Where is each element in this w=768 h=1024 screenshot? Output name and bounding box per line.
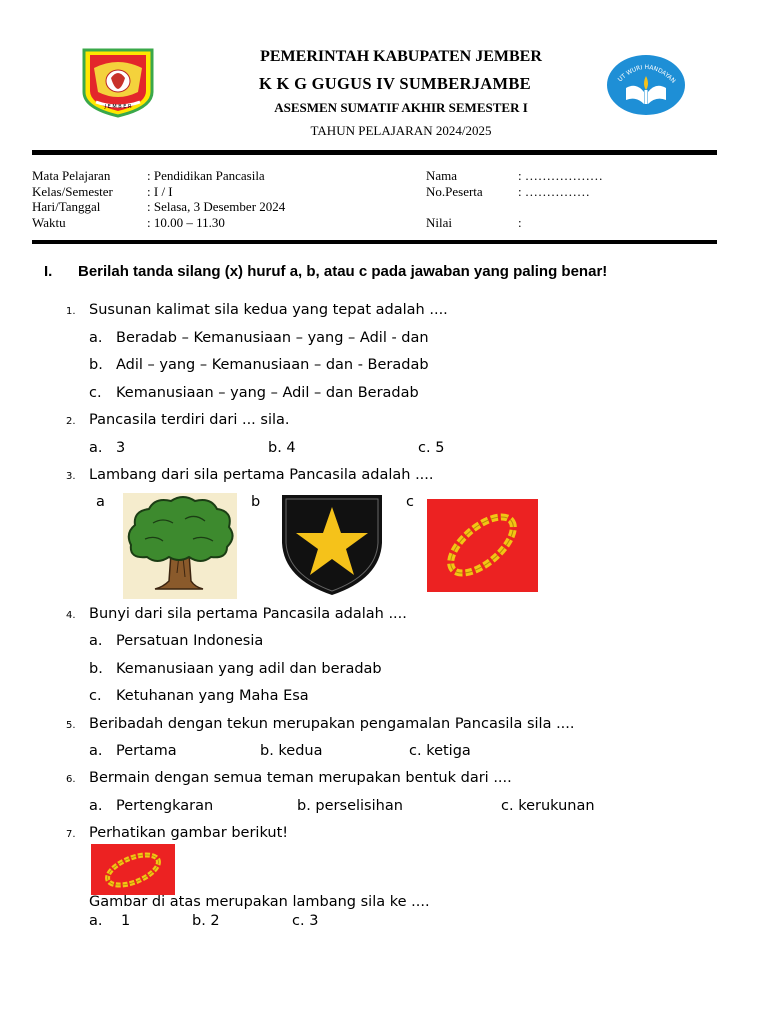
info-label: Mata Pelajaran [32, 168, 111, 183]
option-text: c. 5 [418, 440, 445, 456]
info-label: Kelas/Semester [32, 183, 113, 199]
option-letter: c. [89, 688, 102, 704]
option-text: Adil – yang – Kemanusiaan – dan - Beradab [116, 357, 429, 373]
info-label: Hari/Tanggal [32, 199, 101, 214]
option-letter: b. [89, 357, 103, 373]
question-text: Beribadah dengan tekun merupakan pengamalan Pancasila sila .... [89, 716, 575, 732]
question-text: Bermain dengan semua teman merupakan bentuk dari .... [89, 770, 512, 786]
question-number: 4. [66, 610, 76, 621]
option-letter: a. [89, 913, 103, 929]
question-text: Perhatikan gambar berikut! [89, 825, 289, 841]
info-value: : [518, 214, 522, 230]
question-number: 7. [66, 829, 76, 840]
option-letter: a. [89, 330, 103, 346]
header-line-2: K K G GUGUS IV SUMBERJAMBE [259, 74, 531, 93]
question-number: 2. [66, 416, 76, 427]
info-value: : ……………… [518, 168, 603, 183]
question-text: Lambang dari sila pertama Pancasila adalah .... [89, 467, 434, 483]
chain-icon [427, 499, 538, 592]
option-text: Persatuan Indonesia [116, 633, 264, 649]
star-shield-icon [280, 493, 384, 597]
info-label: Nilai [426, 214, 452, 230]
option-text: c. 3 [292, 913, 319, 929]
option-text: 3 [116, 440, 126, 456]
option-letter: a. [89, 798, 103, 814]
option-text: c. kerukunan [501, 798, 595, 814]
info-value: : …………… [518, 183, 590, 199]
option-text: b. kedua [260, 743, 323, 759]
info-value: : Selasa, 3 Desember 2024 [147, 199, 286, 214]
option-text: Beradab – Kemanusiaan – yang – Adil - dan [116, 330, 429, 346]
option-text: Pertama [116, 743, 177, 759]
option-text: b. 2 [192, 913, 220, 929]
info-right-labels [426, 168, 483, 230]
info-value: : I / I [147, 183, 173, 199]
option-text: c. ketiga [409, 743, 471, 759]
option-text: Ketuhanan yang Maha Esa [116, 688, 309, 704]
question-number: 6. [66, 774, 76, 785]
header-divider-top [32, 150, 717, 155]
info-label: Waktu [32, 214, 66, 230]
chain-icon [91, 844, 175, 895]
option-text: Pertengkaran [116, 798, 214, 814]
header-line-3: ASESMEN SUMATIF AKHIR SEMESTER I [274, 100, 528, 115]
info-left-values [147, 168, 285, 230]
header-divider-bottom [32, 240, 717, 244]
option-letter: c. [89, 385, 102, 401]
tut-wuri-motto: UT WURI HANDAYAN [616, 63, 677, 85]
question-followup: Gambar di atas merupakan lambang sila ke .... [89, 894, 430, 910]
info-value: : 10.00 – 11.30 [147, 214, 225, 230]
option-text: b. perselisihan [297, 798, 403, 814]
image-label: c [406, 494, 414, 510]
banyan-tree-icon [123, 493, 237, 599]
question-text: Bunyi dari sila pertama Pancasila adalah .... [89, 606, 407, 622]
option-letter: a. [89, 440, 103, 456]
info-label: Nama [426, 168, 458, 183]
section-number: I. [44, 263, 53, 280]
option-text: Kemanusiaan – yang – Adil – dan Beradab [116, 385, 419, 401]
section-instruction: Berilah tanda silang (x) huruf a, b, atau c pada jawaban yang paling benar! [78, 263, 608, 280]
option-text: b. 4 [268, 440, 296, 456]
question-text: Susunan kalimat sila kedua yang tepat adalah .... [89, 302, 448, 318]
question-number: 1. [66, 306, 76, 317]
info-value: : Pendidikan Pancasila [147, 168, 265, 183]
question-number: 5. [66, 720, 76, 731]
tut-wuri-handayani-logo [606, 54, 686, 116]
header-line-4: TAHUN PELAJARAN 2024/2025 [310, 123, 492, 138]
image-label: b [251, 494, 261, 510]
option-letter: a. [89, 633, 103, 649]
header-line-1: PEMERINTAH KABUPATEN JEMBER [260, 48, 542, 65]
info-right-values [518, 168, 603, 230]
option-letter: a. [89, 743, 103, 759]
question-number: 3. [66, 471, 76, 482]
info-label: No.Peserta [426, 183, 483, 199]
question-text: Pancasila terdiri dari ... sila. [89, 412, 290, 428]
option-text: 1 [121, 913, 131, 929]
option-letter: b. [89, 661, 103, 677]
option-text: Kemanusiaan yang adil dan beradab [116, 661, 382, 677]
info-left-labels [32, 168, 113, 230]
image-label: a [96, 494, 105, 510]
svg-text:J E M B E R: J E M B E R [104, 104, 132, 110]
